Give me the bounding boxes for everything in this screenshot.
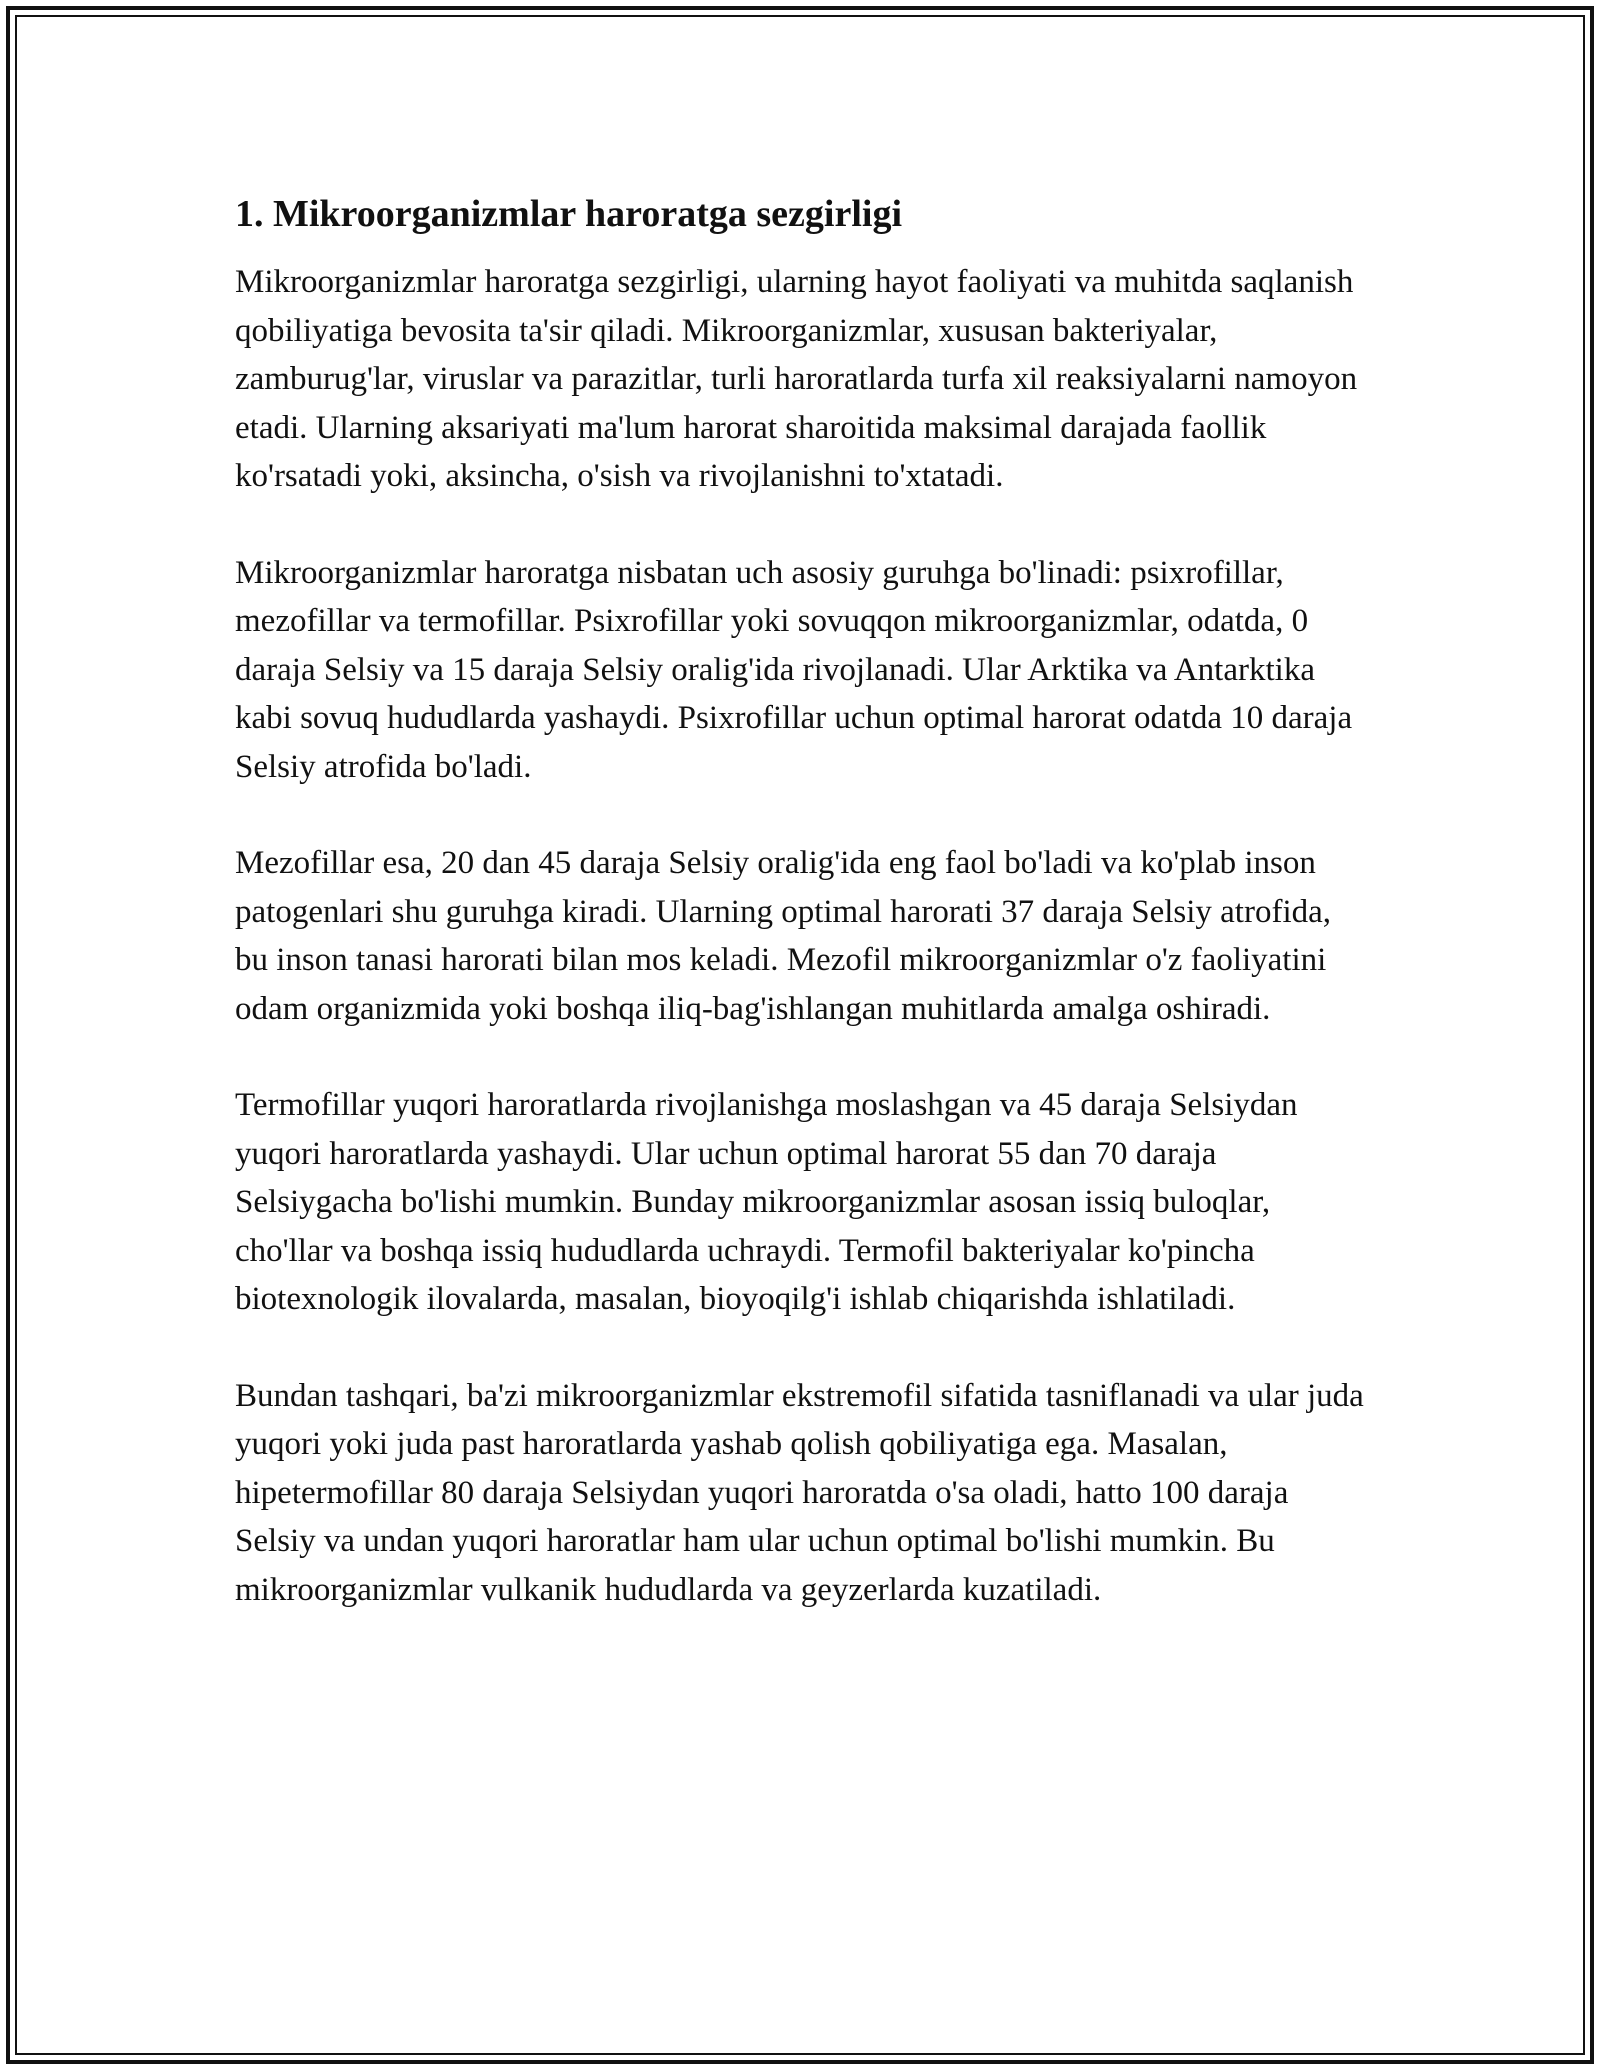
paragraph-extremophiles: Bundan tashqari, ba'zi mikroorganizmlar ekstremofil sifatida tasniflanadi va ular juda yuqori yoki juda past haroratlarda yashab qolish qobiliyatiga ega. Masalan, hipetermofillar 80 daraja Selsiydan yuqori haroratda o'sa oladi, hatto 100 daraja Selsiy va undan yuqori haroratlar ham ular uchun optimal bo'lishi mumkin. Bu mikroorganizmlar vulkanik hududlarda va geyzerlarda kuzatiladi. <box>235 1377 1364 1608</box>
document-body <box>235 186 1365 1662</box>
paragraph-intro: Mikroorganizmlar haroratga sezgirligi, ularning hayot faoliyati va muhitda saqlanish qobiliyatiga bevosita ta'sir qiladi. Mikroorganizmlar, xususan bakteriyalar, zamburug'lar, viruslar va parazitlar, turli haroratlarda turfa xil reaksiyalarni namoyon etadi. Ularning aksariyati ma'lum harorat sharoitida maksimal darajada faollik ko'rsatadi yoki, aksincha, o'sish va rivojlanishni to'xtatadi. <box>235 264 1358 494</box>
section-heading: 1. Mikroorganizmlar haroratga sezgirligi <box>235 193 903 235</box>
paragraph-thermophiles: Termofillar yuqori haroratlarda rivojlanishga moslashgan va 45 daraja Selsiydan yuqori haroratlarda yashaydi. Ular uchun optimal harorat 55 dan 70 daraja Selsiygacha bo'lishi mumkin. Bunday mikroorganizmlar asosan issiq buloqlar, cho'llar va boshqa issiq hududlarda uchraydi. Termofil bakteriyalar ko'pincha biotexnologik ilovalarda, masalan, bioyoqilg'i ishlab chiqarishda ishlatiladi. <box>235 1087 1298 1317</box>
paragraph-groups-psychrophiles: Mikroorganizmlar haroratga nisbatan uch asosiy guruhga bo'linadi: psixrofillar, mezofillar va termofillar. Psixrofillar yoki sovuqqon mikroorganizmlar, odatda, 0 daraja Selsiy va 15 daraja Selsiy oralig'ida rivojlanadi. Ular Arktika va Antarktika kabi sovuq hududlarda yashaydi. Psixrofillar uchun optimal harorat odatda 10 daraja Selsiy atrofida bo'ladi. <box>235 554 1353 785</box>
paragraph-mesophiles: Mezofillar esa, 20 dan 45 daraja Selsiy oralig'ida eng faol bo'ladi va ko'plab inson patogenlari shu guruhga kiradi. Ularning optimal harorati 37 daraja Selsiy atrofida, bu inson tanasi harorati bilan mos keladi. Mezofil mikroorganizmlar o'z faoliyatini odam organizmida yoki boshqa iliq-bag'ishlangan muhitlarda amalga oshiradi. <box>235 845 1332 1027</box>
